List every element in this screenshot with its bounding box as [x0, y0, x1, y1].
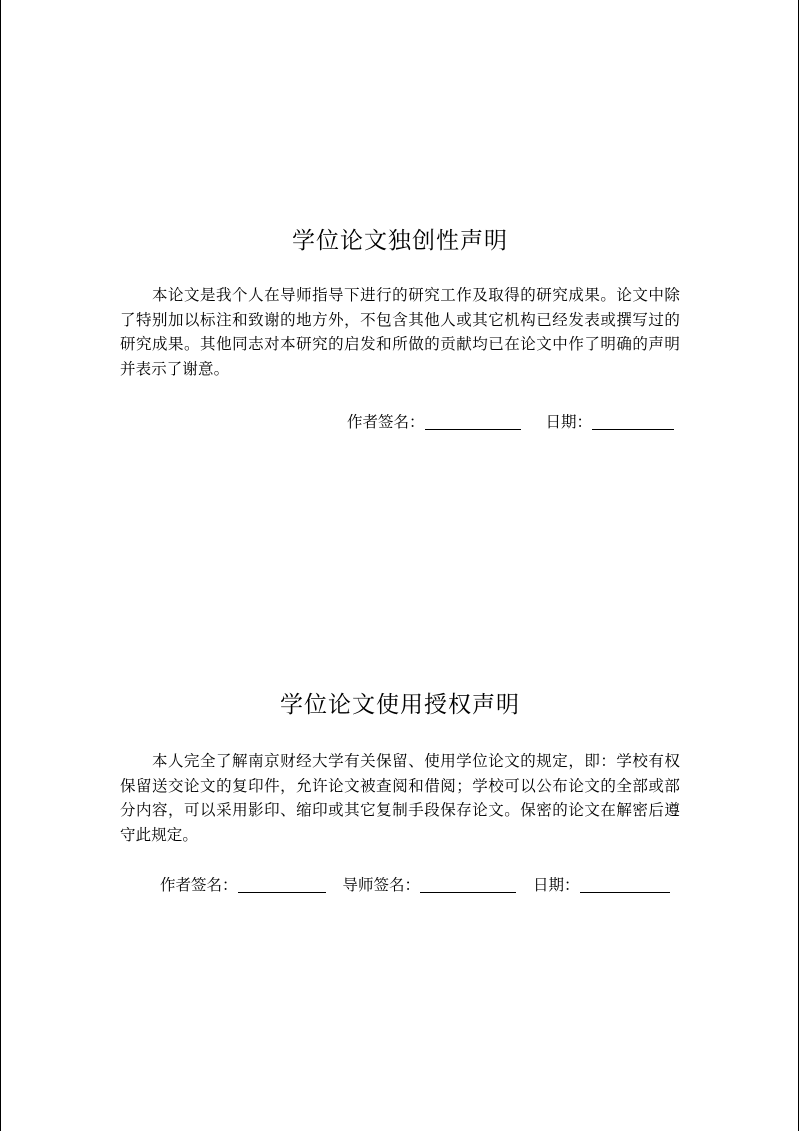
originality-declaration-title: 学位论文独创性声明: [292, 228, 508, 254]
date-label: 日期：: [545, 413, 593, 431]
author-signature-label: 作者签名：: [160, 876, 238, 894]
originality-signature-row: [347, 410, 674, 432]
page-left-border: [0, 0, 1, 1131]
author-signature-field[interactable]: [425, 411, 521, 430]
page-right-border: [798, 0, 799, 1131]
author-signature-label: 作者签名：: [347, 413, 425, 431]
date-label: 日期：: [533, 876, 580, 894]
authorization-statement-body: 本人完全了解南京财经大学有关保留、使用学位论文的规定，即：学校有权保留送交论文的复印件，允许论文被查阅和借阅；学校可以公布论文的全部或部分内容，可以采用影印、缩印或其它复制手段保存论文。保密的论文在解密后遵守此规定。: [120, 752, 680, 844]
advisor-signature-label: 导师签名：: [342, 876, 421, 894]
advisor-signature-field[interactable]: [420, 874, 516, 893]
authorization-statement-title: 学位论文使用授权声明: [280, 692, 520, 718]
date-field[interactable]: [592, 411, 674, 430]
author-signature-field[interactable]: [238, 874, 326, 893]
authorization-signature-row: [160, 873, 670, 895]
authorization-statement-section: [120, 686, 680, 847]
date-field[interactable]: [580, 874, 670, 893]
originality-declaration-section: [120, 222, 680, 381]
originality-declaration-body: 本论文是我个人在导师指导下进行的研究工作及取得的研究成果。论文中除了特别加以标注和致谢的地方外，不包含其他人或其它机构已经发表或撰写过的研究成果。其他同志对本研究的启发和所做的贡献均已在论文中作了明确的声明并表示了谢意。: [120, 286, 680, 378]
